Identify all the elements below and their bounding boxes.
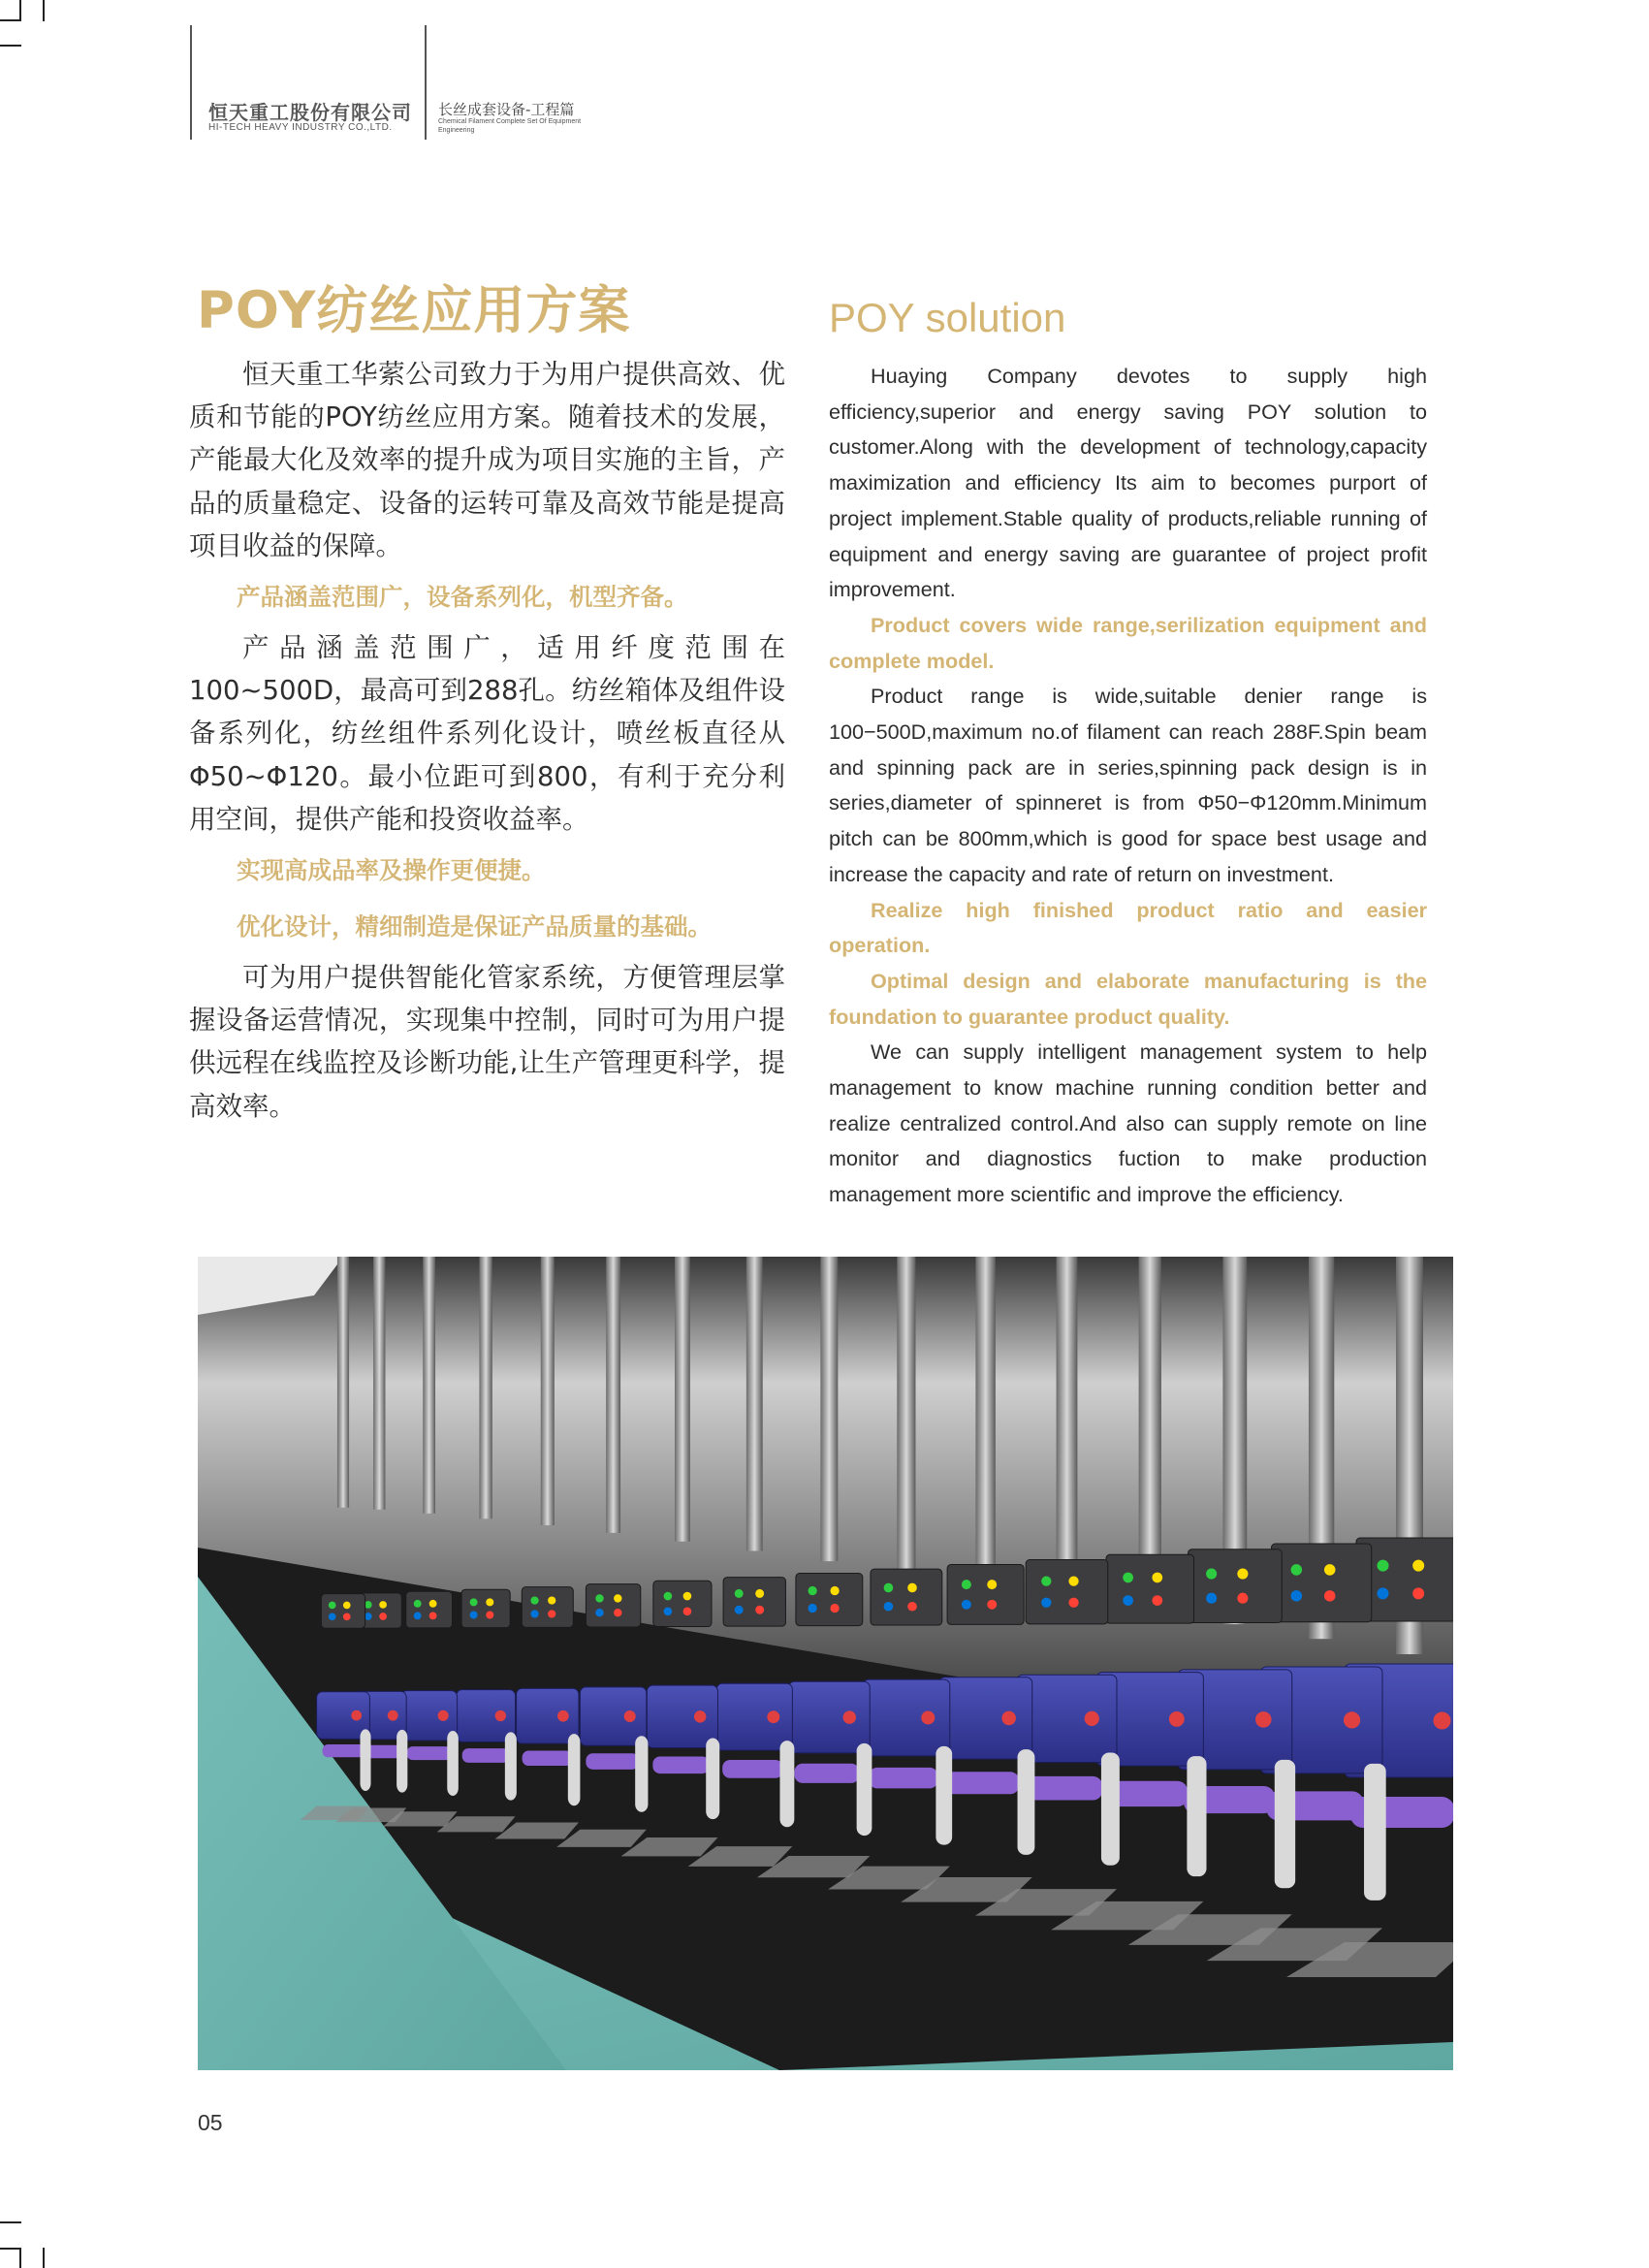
control-box (461, 1589, 510, 1627)
header-company-cn: 恒天重工股份有限公司 (208, 101, 412, 124)
control-box (723, 1578, 785, 1626)
indicator-light (548, 1596, 555, 1604)
indicator-light (664, 1592, 673, 1601)
winder-head (939, 1677, 1032, 1759)
indicator-light (664, 1607, 673, 1615)
indicator-light (379, 1613, 387, 1620)
control-box (321, 1594, 365, 1629)
indicator-light (987, 1600, 997, 1610)
header-section-en: Chemical Filament Complete Set Of Equipment Engineering (438, 118, 582, 134)
highlight-en: Optimal design and elaborate manufacturing is the foundation to guarantee product quality. (829, 968, 1427, 1029)
stop-button (388, 1710, 398, 1721)
bobbin (407, 1746, 452, 1760)
paragraph-en: Huaying Company devotes to supply high efficiency,superior and energy saving POY solution to customer.Along with the development of technology,capacity maximization and efficiency Its aim to becomes purport of project implement.Stable quality of products,reliable running of equipment and energy saving are guarantee of project profit improvement. (829, 364, 1427, 602)
indicator-light (1152, 1573, 1162, 1583)
stop-button (1001, 1711, 1016, 1726)
quench-duct (606, 1257, 620, 1533)
indicator-light (414, 1600, 422, 1608)
highlight-en: Realize high finished product ratio and easier operation. (829, 897, 1427, 958)
stop-button (921, 1710, 935, 1724)
stop-button (694, 1710, 706, 1722)
header-company-en: HI-TECH HEAVY INDUSTRY CO.,LTD. (208, 122, 393, 133)
quench-duct (479, 1257, 492, 1518)
paragraph-cn: 可为用户提供智能化管家系统，方便管理层掌握设备运营情况，实现集中控制，同时可为用户提供远程在线监控及诊断功能,让生产管理更科学，提高效率。 (189, 962, 785, 1122)
quench-duct (675, 1257, 690, 1542)
indicator-light (1123, 1573, 1133, 1583)
header-rule-left (190, 25, 192, 140)
doffer-arm (857, 1743, 872, 1836)
quench-duct (373, 1257, 385, 1510)
crop-mark (0, 45, 21, 47)
indicator-light (1068, 1598, 1078, 1608)
header-section-cn: 长丝成套设备-工程篇 (438, 101, 575, 118)
indicator-light (907, 1583, 917, 1593)
stop-button (438, 1710, 449, 1721)
paragraph-en: Product range is wide,suitable denier range is 100−500D,maximum no.of filament can reach 288F.Spin beam and spinning pack are in series,spinning pack design is in series,diameter of spinneret is from Φ50−Φ120mm.Minimum pitch can be 800mm,which is good for space best usage and increase the capacity and rate of return on investment. (829, 684, 1427, 886)
indicator-light (470, 1598, 478, 1606)
indicator-light (329, 1602, 336, 1610)
bobbin (323, 1744, 365, 1757)
control-box (1271, 1544, 1371, 1622)
indicator-light (1291, 1564, 1303, 1576)
doffer-arm (447, 1731, 459, 1796)
stop-button (351, 1710, 362, 1721)
control-box (406, 1591, 453, 1628)
quench-duct (541, 1257, 555, 1525)
highlight-cn: 优化设计，精细制造是保证产品质量的基础。 (237, 912, 712, 942)
stop-button (1344, 1711, 1360, 1728)
indicator-light (1206, 1568, 1217, 1579)
stop-button (767, 1710, 779, 1723)
indicator-light (755, 1606, 764, 1614)
stop-button (495, 1710, 506, 1721)
indicator-light (1378, 1587, 1389, 1599)
title-en: POY solution (829, 295, 1066, 340)
doffer-arm (568, 1734, 581, 1805)
bobbin (462, 1748, 510, 1763)
winder-head (716, 1683, 792, 1750)
indicator-light (379, 1601, 387, 1609)
bobbin (722, 1760, 783, 1778)
indicator-light (1237, 1568, 1248, 1579)
doffer-arm (505, 1732, 517, 1800)
body-column-cn (189, 353, 785, 1128)
stop-button (557, 1710, 569, 1722)
indicator-light (830, 1604, 839, 1613)
winder-head (457, 1690, 516, 1742)
indicator-light (429, 1612, 437, 1619)
indicator-light (1378, 1560, 1389, 1572)
indicator-light (614, 1594, 621, 1602)
indicator-light (414, 1612, 422, 1619)
indicator-light (486, 1598, 493, 1606)
indicator-light (907, 1602, 917, 1612)
quench-duct (1057, 1257, 1078, 1597)
indicator-light (1041, 1598, 1051, 1608)
stop-button (624, 1710, 636, 1722)
bobbin (586, 1753, 639, 1770)
control-box (1026, 1560, 1108, 1624)
paragraph-en: We can supply intelligent management system to help management to know machine running condition better and realize centralized control.And also can supply remote on line monitor and diagnostics fuction to make production management more scientific and improve the efficiency. (829, 1039, 1427, 1207)
doffer-arm (1018, 1749, 1035, 1855)
doffer-arm (360, 1729, 370, 1791)
indicator-light (1412, 1560, 1424, 1572)
doffer-arm (1364, 1764, 1386, 1901)
winder-head (647, 1685, 717, 1747)
stop-button (1255, 1711, 1272, 1728)
crop-mark (19, 0, 21, 21)
poy-machine-photo (198, 1257, 1453, 2070)
header-rule-right (425, 25, 427, 140)
indicator-light (429, 1600, 437, 1608)
highlight-cn: 实现高成品率及操作更便捷。 (237, 856, 546, 885)
control-box (586, 1584, 640, 1627)
control-box (653, 1581, 712, 1626)
indicator-light (343, 1613, 351, 1620)
bobbin (523, 1751, 572, 1767)
bobbin (794, 1764, 859, 1783)
indicator-light (884, 1583, 894, 1593)
bobbin (945, 1772, 1020, 1794)
doffer-arm (706, 1739, 719, 1820)
control-box (522, 1587, 573, 1628)
paragraph-cn: 恒天重工华萦公司致力于为用户提供高效、优质和节能的POY纺丝应用方案。随着技术的发展，产能最大化及效率的提升成为项目实施的主旨，产品的质量稳定、设备的运转可靠及高效节能是提高项目收益的保障。 (189, 359, 785, 561)
doffer-arm (1187, 1756, 1206, 1876)
indicator-light (614, 1609, 621, 1616)
stop-button (843, 1710, 856, 1723)
indicator-light (830, 1586, 839, 1595)
indicator-light (1041, 1576, 1051, 1585)
indicator-light (486, 1612, 493, 1619)
indicator-light (548, 1610, 555, 1617)
title-cn: POY纺丝应用方案 (197, 281, 631, 340)
quench-duct (423, 1257, 435, 1514)
doffer-arm (396, 1730, 407, 1793)
stop-button (1434, 1712, 1451, 1730)
winder-head (401, 1691, 458, 1741)
indicator-light (343, 1602, 351, 1610)
control-box (1106, 1554, 1194, 1623)
indicator-light (808, 1586, 816, 1595)
highlight-cn: 产品涵盖范围广，设备系列化，机型齐备。 (237, 583, 688, 612)
indicator-light (530, 1596, 538, 1604)
indicator-light (470, 1612, 478, 1619)
control-box (796, 1574, 863, 1626)
page-number: 05 (198, 2110, 223, 2135)
indicator-light (683, 1592, 692, 1601)
indicator-light (1068, 1576, 1078, 1585)
quench-duct (975, 1257, 995, 1584)
control-box (1188, 1549, 1282, 1623)
doffer-arm (635, 1736, 648, 1811)
indicator-light (1206, 1593, 1217, 1604)
indicator-light (735, 1606, 744, 1614)
stop-button (1169, 1711, 1185, 1727)
bobbin (869, 1768, 938, 1789)
quench-duct (746, 1257, 763, 1550)
quench-duct (897, 1257, 915, 1573)
crop-mark (43, 2248, 45, 2268)
winder-head (788, 1681, 870, 1753)
indicator-light (1412, 1587, 1424, 1599)
paragraph-cn: 产品涵盖范围广，适用纤度范围在100~500D，最高可到288孔。纺丝箱体及组件设备系列化，纺丝组件系列化设计，喷丝板直径从Φ50~Φ120。最小位距可到800，有利于充分利用空间，提供产能和投资收益率。 (189, 632, 785, 835)
crop-mark (0, 2221, 21, 2223)
crop-mark (0, 2248, 19, 2250)
doffer-arm (935, 1746, 952, 1845)
body-column-en (829, 359, 1427, 1213)
indicator-light (755, 1589, 764, 1598)
crop-mark (0, 19, 19, 21)
indicator-light (808, 1604, 816, 1613)
indicator-light (1123, 1595, 1133, 1606)
crop-mark (43, 0, 45, 21)
winder-head (517, 1688, 579, 1743)
indicator-light (884, 1602, 894, 1612)
quench-duct (337, 1257, 349, 1508)
indicator-light (962, 1580, 971, 1589)
control-box (947, 1564, 1024, 1624)
indicator-light (595, 1609, 603, 1616)
quench-duct (820, 1257, 838, 1561)
indicator-light (1152, 1595, 1162, 1606)
indicator-light (595, 1594, 603, 1602)
highlight-en: Product covers wide range,serilization equipment and complete model. (829, 612, 1427, 673)
indicator-light (735, 1589, 744, 1598)
indicator-light (1324, 1590, 1336, 1602)
doffer-arm (1275, 1760, 1295, 1888)
indicator-light (1237, 1593, 1248, 1604)
winder-head (863, 1679, 950, 1756)
indicator-light (1324, 1564, 1336, 1576)
indicator-light (1291, 1590, 1303, 1602)
indicator-light (683, 1607, 692, 1615)
indicator-light (987, 1580, 997, 1589)
crop-mark (19, 2248, 21, 2268)
winder-head (580, 1687, 646, 1745)
indicator-light (329, 1613, 336, 1620)
bobbin (652, 1756, 709, 1773)
indicator-light (530, 1610, 538, 1617)
indicator-light (962, 1600, 971, 1610)
control-box (871, 1569, 942, 1625)
doffer-arm (779, 1741, 794, 1827)
stop-button (1085, 1711, 1099, 1726)
doffer-arm (1101, 1753, 1120, 1866)
